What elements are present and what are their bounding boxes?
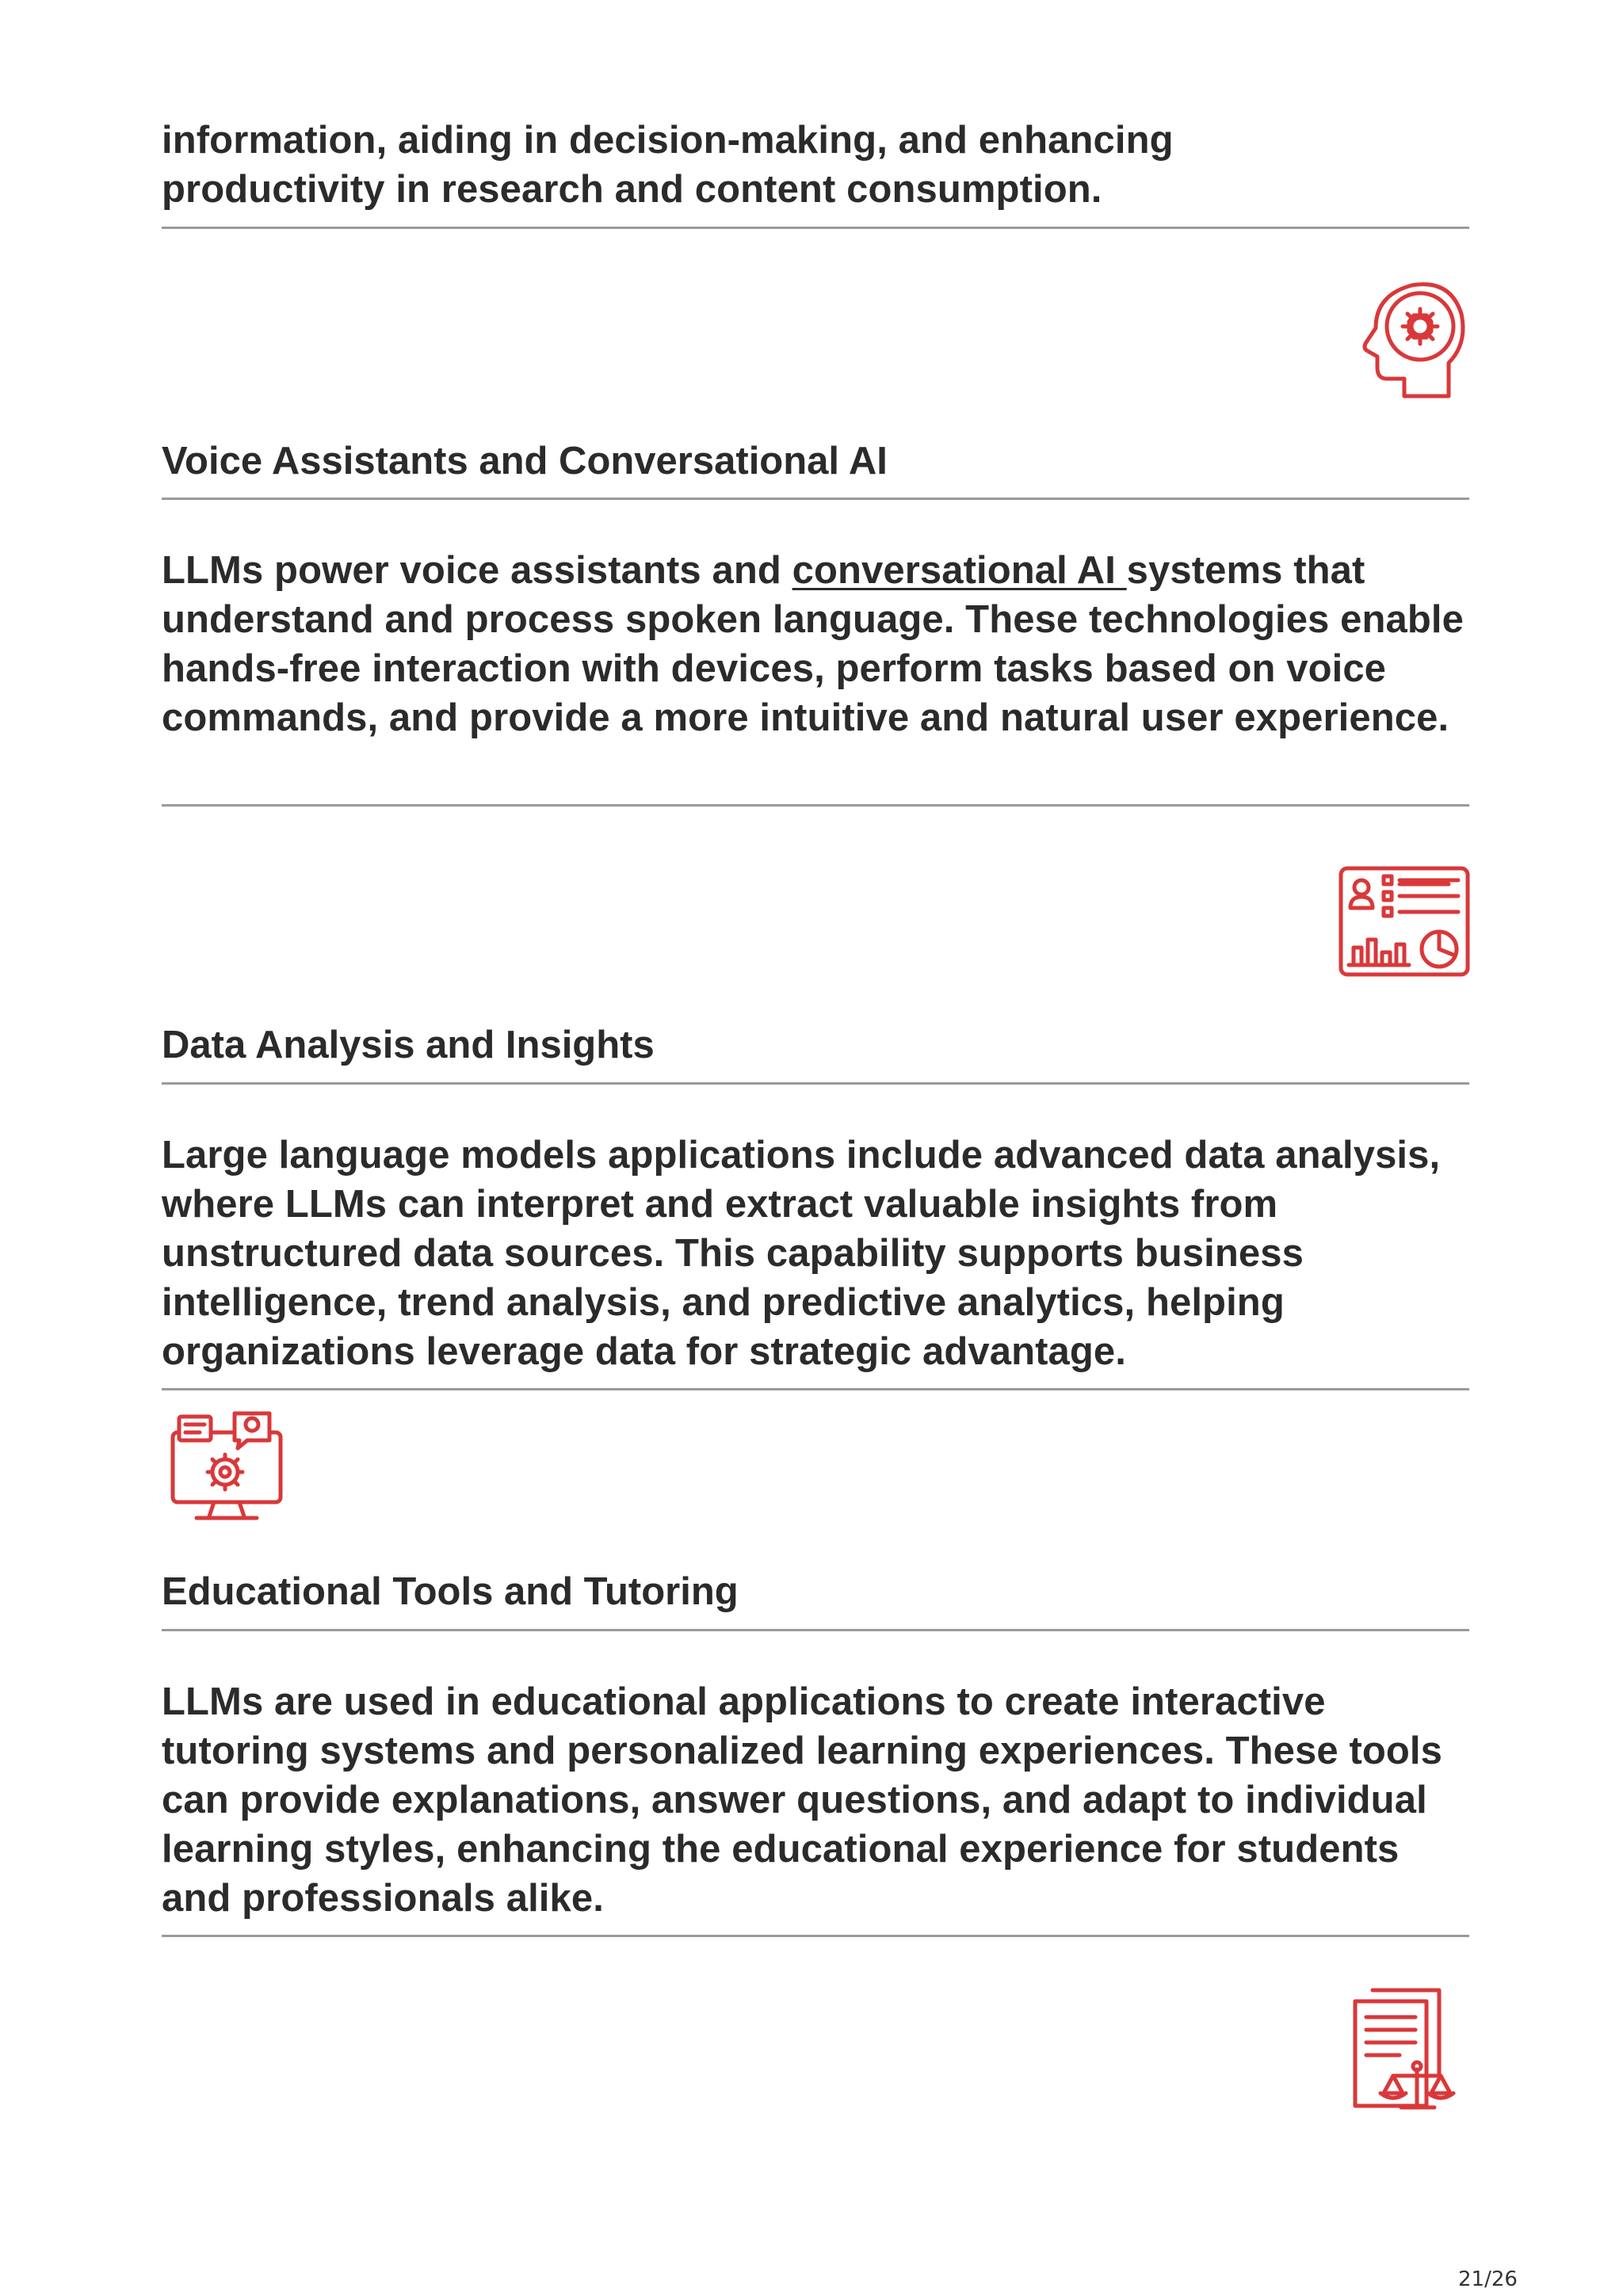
dashboard-report-icon [1338,865,1471,978]
conversational-ai-link[interactable]: conversational AI [792,549,1127,592]
intro-line-1: information, aiding in decision-making, and enhancing [162,119,1174,162]
monitor-tutoring-icon [168,1409,285,1524]
page-number: 21/26 [1458,2267,1518,2291]
legal-document-scale-icon [1352,1987,1466,2114]
section-body-educational-tools: LLMs are used in educational applications to create interactive tutoring systems and personalized learning experiences. These tools can provide explanations, answer questions, and adapt to individual learning styles, enhancing the educational experience for students and professionals alike. [162,1680,1442,1920]
divider [162,804,1469,807]
section-body-data-analysis: Large language models applications include advanced data analysis, where LLMs can interpret and extract valuable insights from unstructured data sources. This capability supports business intelligence, trend analysis, and predictive analytics, helping organizations leverage data for strategic advantage. [162,1134,1441,1373]
intro-line-2: productivity in research and content consumption. [162,168,1102,211]
divider [162,1082,1469,1085]
body-text-after-link: systems that understand and process spoken language. These technologies enable hands-free interaction with devices, perform tasks based on voice commands, and provide a more intuitive and natural user experience. [162,549,1464,739]
divider [162,1388,1469,1390]
divider [162,227,1469,229]
section-body-voice-assistants [162,546,1477,742]
section-title-voice-assistants: Voice Assistants and Conversational AI [162,440,888,482]
section-title-educational-tools: Educational Tools and Tutoring [162,1570,739,1613]
divider [162,498,1469,500]
body-text-before-link: LLMs power voice assistants and [162,549,792,592]
head-gear-icon [1350,279,1468,399]
intro-paragraph [162,116,1477,214]
divider [162,1935,1469,1937]
section-title-data-analysis: Data Analysis and Insights [162,1024,655,1066]
divider [162,1629,1469,1631]
